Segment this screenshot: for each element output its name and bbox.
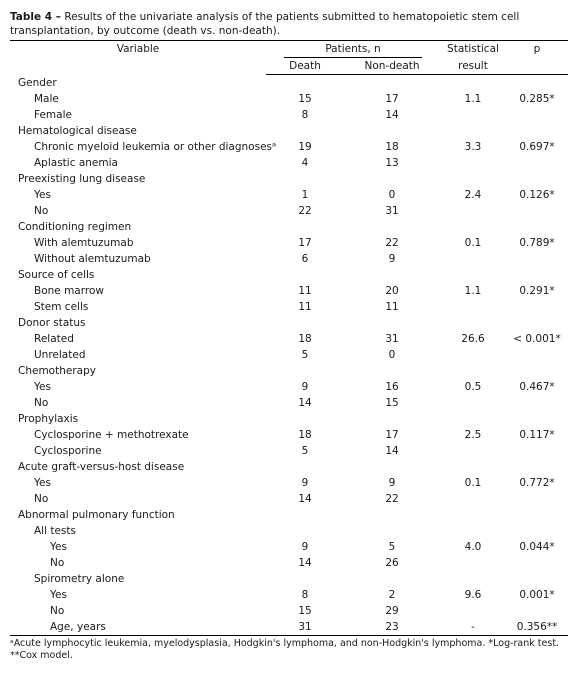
row-statistical-result	[440, 491, 506, 507]
row-variable: Abnormal pulmonary function	[18, 509, 175, 521]
header-death: Death	[266, 58, 344, 75]
row-statistical-result	[440, 603, 506, 619]
header-p-spacer	[506, 58, 568, 75]
row-death: 6	[301, 253, 309, 265]
row-variable: Yes	[50, 541, 67, 553]
row-death	[266, 171, 344, 187]
row-variable: Unrelated	[34, 349, 86, 361]
row-death: 11	[298, 285, 312, 297]
row-death: 15	[298, 605, 312, 617]
row-non-death: 31	[385, 333, 399, 345]
table-row	[10, 155, 568, 171]
row-death	[266, 571, 344, 587]
table-row	[10, 475, 568, 491]
row-death: 15	[298, 93, 312, 105]
row-p-value: 0.291*	[519, 285, 555, 297]
row-variable: Source of cells	[18, 269, 95, 281]
row-death: 5	[301, 445, 309, 457]
row-non-death: 22	[385, 237, 399, 249]
row-variable: Preexisting lung disease	[18, 173, 146, 185]
row-death: 9	[301, 477, 309, 489]
table-row	[10, 507, 568, 523]
row-death: 4	[301, 157, 309, 169]
row-variable: Chemotherapy	[18, 365, 96, 377]
row-non-death: 9	[388, 477, 396, 489]
row-statistical-result	[440, 267, 506, 283]
row-variable: With alemtuzumab	[34, 237, 134, 249]
row-variable: Age, years	[10, 619, 266, 636]
row-non-death	[344, 459, 440, 475]
table-row	[10, 315, 568, 331]
table-row	[10, 363, 568, 379]
row-non-death: 9	[388, 253, 396, 265]
header-patients	[266, 41, 440, 59]
row-non-death	[344, 411, 440, 427]
row-variable: Donor status	[18, 317, 86, 329]
table-row	[10, 539, 568, 555]
row-statistical-result: 3.3	[464, 141, 482, 153]
row-variable: Yes	[34, 477, 51, 489]
row-death	[266, 219, 344, 235]
table-row	[10, 235, 568, 251]
row-statistical-result	[440, 395, 506, 411]
row-p-value: 0.117*	[519, 429, 555, 441]
header-patients-label: Patients, n	[284, 41, 422, 58]
row-death: 18	[298, 333, 312, 345]
row-statistical-result	[440, 459, 506, 475]
table-row	[10, 395, 568, 411]
row-p-value: < 0.001*	[513, 333, 561, 345]
table-row	[10, 283, 568, 299]
row-statistical-result: -	[440, 619, 506, 636]
row-p-value: 0.356**	[506, 619, 568, 636]
row-p-value: 0.044*	[519, 541, 555, 553]
row-death	[266, 523, 344, 539]
row-death: 31	[266, 619, 344, 636]
table-row	[10, 107, 568, 123]
row-non-death	[344, 363, 440, 379]
row-variable: Bone marrow	[34, 285, 104, 297]
row-p-value	[506, 443, 568, 459]
row-p-value	[506, 411, 568, 427]
table-row	[10, 171, 568, 187]
row-variable: Acute graft-versus-host disease	[18, 461, 185, 473]
row-death: 14	[298, 493, 312, 505]
row-non-death: 23	[344, 619, 440, 636]
row-statistical-result	[440, 123, 506, 139]
row-p-value	[506, 491, 568, 507]
row-p-value	[506, 155, 568, 171]
row-variable: Male	[34, 93, 59, 105]
row-statistical-result	[440, 219, 506, 235]
table-row	[10, 555, 568, 571]
row-p-value	[506, 363, 568, 379]
row-statistical-result: 2.5	[464, 429, 482, 441]
table-row	[10, 123, 568, 139]
row-statistical-result: 0.1	[464, 477, 482, 489]
row-variable: Stem cells	[34, 301, 89, 313]
row-p-value	[506, 251, 568, 267]
table-row	[10, 411, 568, 427]
table-row	[10, 427, 568, 443]
row-p-value: 0.467*	[519, 381, 555, 393]
row-non-death	[344, 315, 440, 331]
row-death: 8	[301, 589, 309, 601]
row-death	[266, 75, 344, 92]
row-non-death: 15	[385, 397, 399, 409]
row-statistical-result	[440, 507, 506, 523]
row-variable: Yes	[34, 189, 51, 201]
caption-text: Results of the univariate analysis of the patients submitted to hematopoietic stem cell transplantation, by outcome (death vs. non-death).	[10, 11, 520, 37]
row-death	[266, 267, 344, 283]
row-death: 18	[298, 429, 312, 441]
row-non-death	[344, 523, 440, 539]
row-death	[266, 123, 344, 139]
table-row	[10, 251, 568, 267]
caption-label: Table 4 –	[10, 11, 61, 23]
row-variable: Related	[34, 333, 74, 345]
table-body	[10, 75, 568, 636]
table-header	[10, 41, 568, 75]
row-death	[266, 363, 344, 379]
row-statistical-result: 0.1	[464, 237, 482, 249]
row-non-death: 20	[385, 285, 399, 297]
row-variable: Prophylaxis	[18, 413, 79, 425]
row-p-value: 0.772*	[519, 477, 555, 489]
row-p-value: 0.789*	[519, 237, 555, 249]
row-p-value	[506, 571, 568, 587]
row-death: 17	[298, 237, 312, 249]
row-non-death: 18	[385, 141, 399, 153]
row-p-value	[506, 347, 568, 363]
table-row	[10, 347, 568, 363]
table-row	[10, 299, 568, 315]
table-row	[10, 619, 568, 636]
header-p: p	[506, 41, 568, 59]
row-death	[266, 411, 344, 427]
row-statistical-result	[440, 299, 506, 315]
row-statistical-result	[440, 443, 506, 459]
table-row	[10, 379, 568, 395]
header-statistical: Statistical	[440, 41, 506, 59]
table-row	[10, 331, 568, 347]
table-figure	[10, 0, 568, 662]
row-non-death: 13	[385, 157, 399, 169]
row-p-value: 0.001*	[519, 589, 555, 601]
row-p-value	[506, 315, 568, 331]
row-death: 14	[298, 397, 312, 409]
row-statistical-result	[440, 155, 506, 171]
row-variable: Hematological disease	[18, 125, 137, 137]
row-p-value	[506, 203, 568, 219]
row-statistical-result: 1.1	[464, 285, 482, 297]
row-p-value	[506, 267, 568, 283]
table-row	[10, 603, 568, 619]
table-row	[10, 91, 568, 107]
table-row	[10, 139, 568, 155]
row-statistical-result	[440, 203, 506, 219]
table-row	[10, 443, 568, 459]
row-death	[266, 507, 344, 523]
row-statistical-result: 4.0	[464, 541, 482, 553]
row-p-value: 0.126*	[519, 189, 555, 201]
row-death: 22	[298, 205, 312, 217]
row-p-value	[506, 123, 568, 139]
row-p-value	[506, 459, 568, 475]
table-row	[10, 267, 568, 283]
row-death: 1	[301, 189, 309, 201]
row-statistical-result: 0.5	[464, 381, 482, 393]
row-p-value	[506, 75, 568, 92]
row-non-death: 31	[385, 205, 399, 217]
row-variable: Gender	[18, 76, 57, 89]
row-non-death	[344, 123, 440, 139]
row-p-value	[506, 107, 568, 123]
table-row	[10, 75, 568, 92]
row-non-death	[344, 171, 440, 187]
row-statistical-result	[440, 523, 506, 539]
table-row	[10, 491, 568, 507]
row-non-death: 17	[385, 429, 399, 441]
row-non-death	[344, 219, 440, 235]
row-death: 9	[301, 541, 309, 553]
table-row	[10, 203, 568, 219]
row-death: 19	[298, 141, 312, 153]
row-statistical-result: 9.6	[464, 589, 482, 601]
row-death: 11	[298, 301, 312, 313]
row-non-death: 0	[388, 349, 396, 361]
row-non-death: 2	[388, 589, 396, 601]
table-row	[10, 219, 568, 235]
row-p-value: 0.285*	[519, 93, 555, 105]
row-variable: Yes	[34, 381, 51, 393]
header-non-death: Non-death	[344, 58, 440, 75]
row-non-death: 5	[388, 541, 396, 553]
row-p-value	[506, 507, 568, 523]
row-variable: No	[34, 205, 49, 217]
row-variable: Spirometry alone	[34, 573, 125, 585]
row-variable: Cyclosporine + methotrexate	[34, 429, 189, 441]
row-non-death	[344, 75, 440, 92]
row-p-value	[506, 395, 568, 411]
row-non-death: 16	[385, 381, 399, 393]
table-row	[10, 459, 568, 475]
row-p-value	[506, 299, 568, 315]
row-p-value	[506, 171, 568, 187]
row-death: 5	[301, 349, 309, 361]
row-non-death: 29	[385, 605, 399, 617]
row-statistical-result	[440, 571, 506, 587]
row-non-death	[344, 267, 440, 283]
table-row	[10, 571, 568, 587]
row-death: 9	[301, 381, 309, 393]
row-non-death: 14	[385, 109, 399, 121]
row-variable: Aplastic anemia	[34, 157, 118, 169]
row-statistical-result	[440, 107, 506, 123]
row-variable: Cyclosporine	[34, 445, 102, 457]
row-death: 14	[298, 557, 312, 569]
row-variable: Female	[34, 109, 72, 121]
row-non-death: 26	[385, 557, 399, 569]
row-statistical-result	[440, 363, 506, 379]
row-p-value	[506, 219, 568, 235]
row-statistical-result	[440, 251, 506, 267]
row-variable: Without alemtuzumab	[34, 253, 151, 265]
row-variable: Conditioning regimen	[18, 221, 132, 233]
table-row	[10, 523, 568, 539]
row-statistical-result: 1.1	[464, 93, 482, 105]
header-statistical-result: result	[440, 58, 506, 75]
row-statistical-result	[440, 75, 506, 92]
row-p-value: 0.697*	[519, 141, 555, 153]
row-variable: No	[50, 605, 65, 617]
header-variable: Variable	[10, 41, 266, 75]
row-statistical-result	[440, 315, 506, 331]
row-variable: No	[34, 397, 49, 409]
row-non-death: 11	[385, 301, 399, 313]
table-caption	[10, 10, 568, 38]
row-p-value	[506, 523, 568, 539]
row-variable: No	[34, 493, 49, 505]
table-row	[10, 187, 568, 203]
row-p-value	[506, 603, 568, 619]
row-non-death: 14	[385, 445, 399, 457]
row-statistical-result	[440, 411, 506, 427]
row-non-death: 17	[385, 93, 399, 105]
row-death: 8	[301, 109, 309, 121]
row-statistical-result	[440, 347, 506, 363]
row-statistical-result	[440, 171, 506, 187]
row-statistical-result: 26.6	[461, 333, 485, 345]
row-variable: Chronic myeloid leukemia or other diagnosesᵃ	[34, 141, 277, 153]
row-non-death	[344, 507, 440, 523]
table-row	[10, 587, 568, 603]
row-non-death: 22	[385, 493, 399, 505]
row-death	[266, 459, 344, 475]
table-footnote: ᵃAcute lymphocytic leukemia, myelodysplasia, Hodgkin's lymphoma, and non-Hodgkin's lymphoma. *Log-rank test. **Cox model.	[10, 638, 560, 661]
row-p-value	[506, 555, 568, 571]
row-variable: All tests	[34, 525, 76, 537]
results-table	[10, 40, 568, 636]
row-variable: No	[50, 557, 65, 569]
row-statistical-result	[440, 555, 506, 571]
row-death	[266, 315, 344, 331]
row-non-death	[344, 571, 440, 587]
row-variable: Yes	[50, 589, 67, 601]
row-statistical-result: 2.4	[464, 189, 482, 201]
row-non-death: 0	[388, 189, 396, 201]
